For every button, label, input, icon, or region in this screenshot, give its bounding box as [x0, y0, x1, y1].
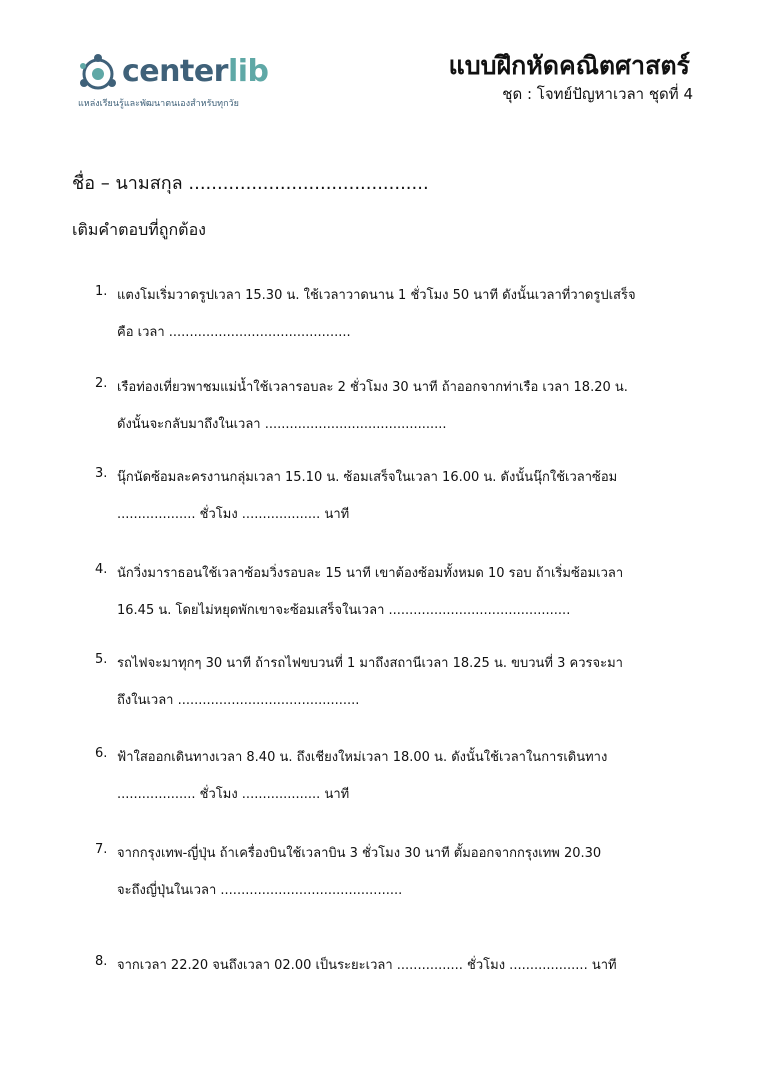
question-answer-line: คือ เวลา ............................................ [117, 325, 351, 340]
question-number: 5. [95, 652, 108, 667]
question-number: 2. [95, 376, 108, 391]
question-number: 4. [95, 562, 108, 577]
question-text: รถไฟจะมาทุกๆ 30 นาที ถ้ารถไฟขบวนที่ 1 มาถึงสถานีเวลา 18.25 น. ขบวนที่ 3 ควรจะมา [117, 656, 623, 671]
worksheet-subtitle: ชุด : โจทย์ปัญหาเวลา ชุดที่ 4 [502, 85, 693, 103]
logo-wordmark [122, 50, 269, 94]
question-text: จากกรุงเทพ-ญี่ปุ่น ถ้าเครื่องบินใช้เวลาบิน 3 ชั่วโมง 30 นาที ตั้มออกจากกรุงเทพ 20.30 [117, 846, 602, 861]
question-number: 1. [95, 284, 108, 299]
question-number: 6. [95, 746, 108, 761]
question-number: 8. [95, 954, 108, 969]
question-text: ฟ้าใสออกเดินทางเวลา 8.40 น. ถึงเชียงใหม่เวลา 18.00 น. ดังนั้นใช้เวลาในการเดินทาง [117, 750, 608, 765]
logo [76, 50, 316, 112]
logo-word-center: center [122, 54, 228, 89]
logo-word-lib: lib [227, 54, 269, 89]
question-answer-line: 16.45 น. โดยไม่หยุดพักเขาจะซ้อมเสร็จในเวลา ............................................ [117, 603, 571, 618]
question-answer-line: ดังนั้นจะกลับมาถึงในเวลา ............................................ [117, 417, 447, 432]
instruction-text: เติมคำตอบที่ถูกต้อง [72, 220, 206, 239]
question-text: นุ๊กนัดซ้อมละครงานกลุ่มเวลา 15.10 น. ซ้อมเสร็จในเวลา 16.00 น. ดังนั้นนุ๊กใช้เวลาซ้อม [117, 470, 618, 485]
question-number: 7. [95, 842, 108, 857]
question-answer-line: จะถึงญี่ปุ่นในเวลา ............................................ [117, 883, 403, 898]
question-answer-line: ................... ชั่วโมง ................... นาที [117, 507, 350, 522]
question-text: เรือท่องเที่ยวพาชมแม่น้ำใช้เวลารอบละ 2 ชั่วโมง 30 นาที ถ้าออกจากท่าเรือ เวลา 18.20 น. [117, 380, 628, 395]
question-text: จากเวลา 22.20 จนถึงเวลา 02.00 เป็นระยะเวลา ................ ชั่วโมง ................... นาที [117, 958, 617, 973]
logo-tagline: แหล่งเรียนรู้และพัฒนาตนเองสำหรับทุกวัย [78, 99, 239, 109]
question-number: 3. [95, 466, 108, 481]
question-answer-line: ................... ชั่วโมง ................... นาที [117, 787, 350, 802]
name-field-line: ชื่อ – นามสกุล .......................................... [72, 173, 429, 194]
molecule-logo-icon [76, 52, 120, 96]
question-text: นักวิ่งมาราธอนใช้เวลาซ้อมวิ่งรอบละ 15 นาที เขาต้องซ้อมทั้งหมด 10 รอบ ถ้าเริ่มซ้อมเวลา [117, 566, 624, 581]
question-text: แตงโมเริ่มวาดรูปเวลา 15.30 น. ใช้เวลาวาดนาน 1 ชั่วโมง 50 นาที ดังนั้นเวลาที่วาดรูปเสร็จ [117, 288, 636, 303]
worksheet-title: แบบฝึกหัดคณิตศาสตร์ [448, 51, 690, 80]
question-answer-line: ถึงในเวลา ............................................ [117, 693, 360, 708]
